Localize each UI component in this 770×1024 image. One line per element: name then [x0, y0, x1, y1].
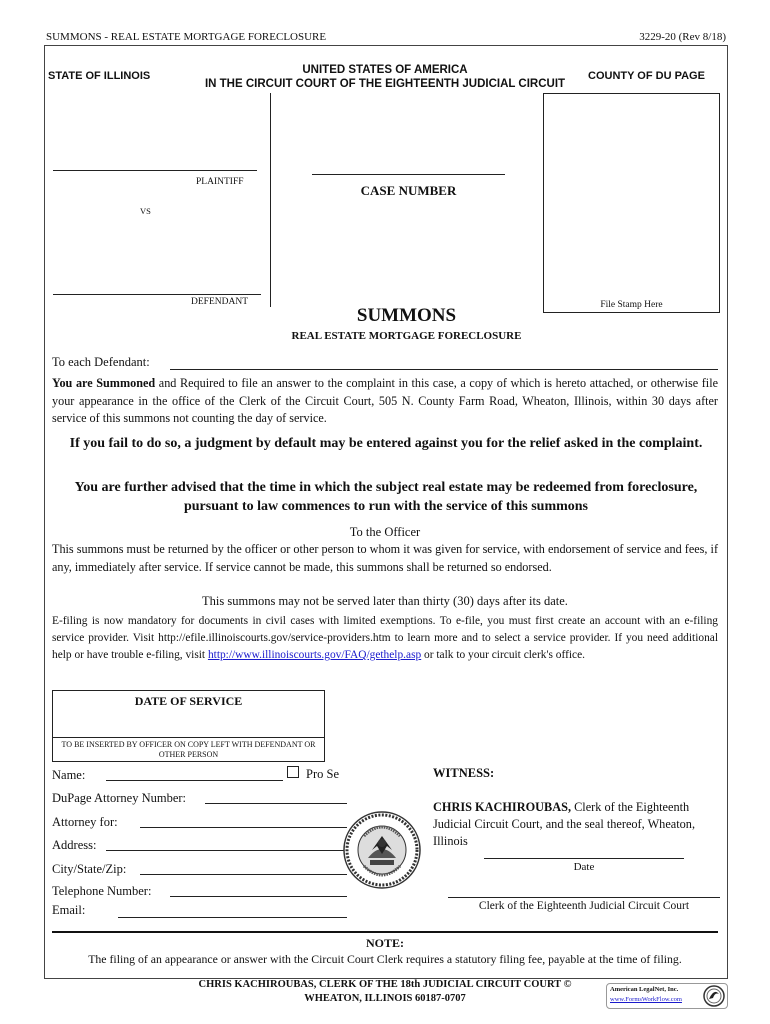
country-label: UNITED STATES OF AMERICA: [302, 64, 468, 76]
pro-se-checkbox[interactable]: [287, 766, 299, 778]
telephone-line[interactable]: [170, 896, 347, 897]
court-label: IN THE CIRCUIT COURT OF THE EIGHTEENTH JUDICIAL CIRCUIT: [204, 78, 566, 90]
file-stamp-label: File Stamp Here: [600, 300, 663, 310]
plaintiff-line[interactable]: [53, 170, 257, 171]
address-label: Address:: [52, 838, 97, 852]
witness-clerk-text: [433, 799, 729, 850]
to-officer-heading: To the Officer: [349, 525, 421, 539]
efiling-help-link[interactable]: http://www.illinoiscourts.gov/FAQ/gethelp.asp: [207, 649, 422, 661]
email-label: Email:: [52, 903, 86, 917]
note-text: The filing of an appearance or answer with the Circuit Court Clerk requires a statutory filing fee, payable at the time of filing.: [88, 952, 682, 966]
summons-title: SUMMONS: [356, 305, 457, 326]
clerk-signature-line[interactable]: [448, 897, 720, 898]
summoned-paragraph: [52, 375, 718, 428]
name-line[interactable]: [106, 780, 283, 781]
caption-bracket: [270, 93, 271, 307]
case-number-line[interactable]: [312, 174, 505, 175]
footer-clerk: [150, 978, 620, 1006]
file-stamp-box: [543, 93, 720, 313]
plaintiff-label: PLAINTIFF: [196, 177, 244, 187]
case-number-label: CASE NUMBER: [360, 183, 457, 198]
to-officer-text: This summons must be returned by the officer or other person to whom it was given for service, with endorsement of service and fees, if any, immediately after service. If service cannot be made, this summons shall be returned so endorsed.: [52, 542, 718, 574]
efiling-text-1: E-filing is now mandatory for documents in civil cases with limited exemptions. To e-file, you must first create an account with an e-filing service provider. Visit http://efile.illinoiscourts.gov/service-providers.htm to learn more and to select a service provider. If you need additional help or have trouble e-filing, visit: [52, 615, 718, 661]
date-of-service-note: TO BE INSERTED BY OFFICER ON COPY LEFT WITH DEFENDANT OR OTHER PERSON: [61, 740, 316, 759]
vendor-logo-icon: [703, 985, 725, 1007]
clerk-description: Clerk of the Eighteenth Judicial Circuit Court, and the seal thereof, Wheaton, Illinois: [433, 800, 696, 848]
date-of-service-divider: [52, 737, 325, 738]
city-state-zip-line[interactable]: [140, 874, 347, 875]
form-number: 3229-20 (Rev 8/18): [639, 31, 726, 43]
address-line[interactable]: [106, 850, 347, 851]
defendant-label: DEFENDANT: [191, 297, 248, 307]
telephone-label: Telephone Number:: [52, 884, 152, 898]
attorney-for-label: Attorney for:: [52, 815, 118, 829]
to-each-defendant-label: To each Defendant:: [52, 355, 150, 369]
defendant-line[interactable]: [53, 294, 261, 295]
pro-se-label: Pro Se: [306, 767, 339, 781]
clerk-name: CHRIS KACHIROUBAS,: [433, 800, 572, 814]
note-rule: [52, 931, 718, 933]
defendant-name-line[interactable]: [170, 369, 718, 370]
note-label: NOTE:: [365, 936, 404, 950]
state-label: STATE OF ILLINOIS: [48, 70, 151, 82]
form-title: SUMMONS - REAL ESTATE MORTGAGE FORECLOSURE: [46, 31, 327, 43]
court-heading: [180, 63, 590, 91]
date-line[interactable]: [484, 858, 684, 859]
summons-subtitle: REAL ESTATE MORTGAGE FORECLOSURE: [291, 330, 522, 342]
attorney-for-line[interactable]: [140, 827, 347, 828]
efiling-paragraph: [52, 613, 718, 664]
city-state-zip-label: City/State/Zip:: [52, 862, 127, 876]
vs-label: VS: [140, 206, 151, 216]
default-warning: If you fail to do so, a judgment by default may be entered against you for the relief asked in the complaint.: [69, 436, 703, 451]
name-label: Name:: [52, 768, 86, 782]
dupage-number-line[interactable]: [205, 803, 347, 804]
witness-label: WITNESS:: [433, 766, 495, 780]
email-line[interactable]: [118, 917, 347, 918]
date-label: Date: [573, 861, 595, 873]
dupage-number-label: DuPage Attorney Number:: [52, 791, 187, 805]
footer-line-1: CHRIS KACHIROUBAS, CLERK OF THE 18th JUDICIAL CIRCUIT COURT ©: [198, 979, 572, 990]
clerk-signature-label: Clerk of the Eighteenth Judicial Circuit Court: [478, 900, 690, 912]
efiling-text-2: or talk to your circuit clerk's office.: [421, 649, 585, 661]
vendor-name: American LegalNet, Inc.: [610, 986, 679, 993]
summoned-text: and Required to file an answer to the complaint in this case, a copy of which is hereto attached, or otherwise file your appearance in the office of the Clerk of the Circuit Court, 505 N. County Farm Road, Wheaton, Illinois, within 30 days after service of this summons not counting the day of service.: [52, 376, 718, 425]
redemption-notice: You are further advised that the time in which the subject real estate may be redeemed from foreclosure, pursuant to law commences to run with the service of this summons: [74, 480, 698, 514]
summoned-lead: You are Summoned: [52, 376, 156, 390]
court-seal-icon: [342, 810, 422, 890]
thirty-days-text: This summons may not be served later than thirty (30) days after its date.: [202, 594, 568, 608]
county-label: COUNTY OF DU PAGE: [588, 70, 705, 82]
footer-line-2: WHEATON, ILLINOIS 60187-0707: [304, 993, 466, 1004]
date-of-service-title: DATE OF SERVICE: [134, 694, 243, 708]
vendor-url[interactable]: www.FormsWorkFlow.com: [610, 996, 682, 1003]
